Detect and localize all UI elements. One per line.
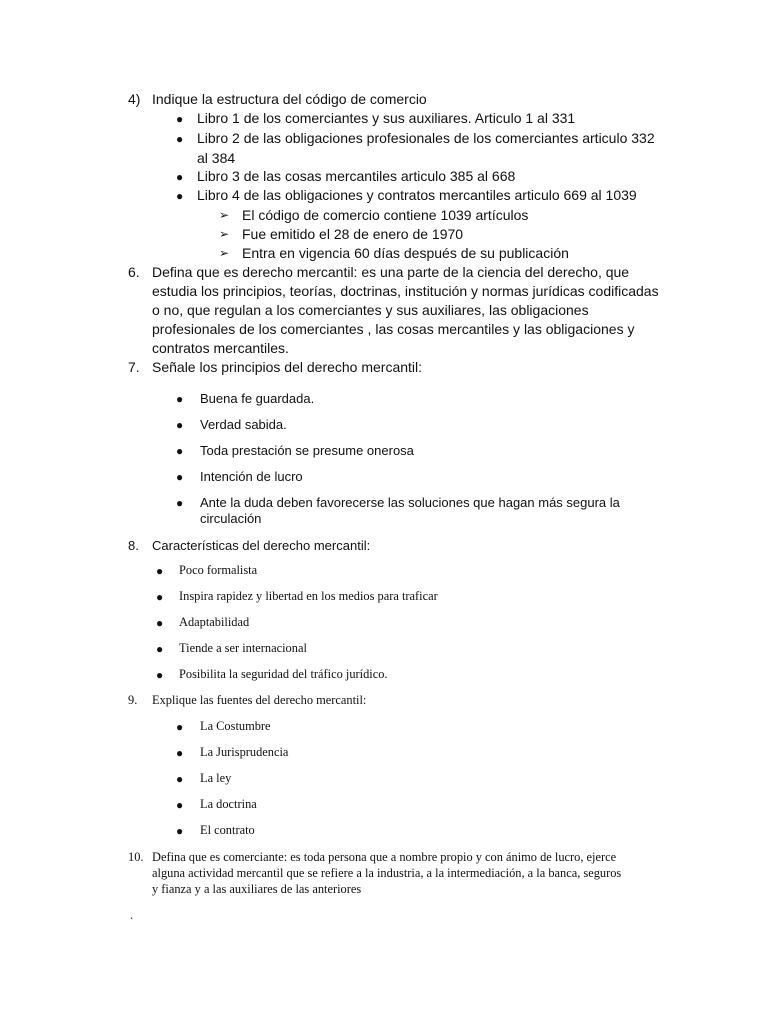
arrow-bullet-icon: ➢ xyxy=(219,246,230,260)
trailing-dot: . xyxy=(130,908,134,922)
q8-title: Características del derecho mercantil: xyxy=(152,538,371,553)
q7-item-3: Toda prestación se presume onerosa xyxy=(200,443,414,458)
bullet-icon: ● xyxy=(176,392,184,406)
bullet-icon: ● xyxy=(176,824,184,838)
q10-line-2: alguna actividad mercantil que se refiere a la industria, a la intermediación, a la banca, seguros xyxy=(152,866,622,880)
q6-line-3: o no, que regulan a los comerciantes y sus auxiliares, las obligaciones xyxy=(152,302,589,318)
q8-item-4: Tiende a ser internacional xyxy=(179,641,307,655)
q9-number: 9. xyxy=(128,693,138,707)
q6-line-4: profesionales de los comerciantes , las cosas mercantiles y las obligaciones y xyxy=(152,321,635,337)
q8-item-1: Poco formalista xyxy=(179,563,258,577)
q9-item-2: La Jurisprudencia xyxy=(200,745,289,759)
q9-item-4: La doctrina xyxy=(200,797,257,811)
q7-item-5-cont: circulación xyxy=(200,511,262,526)
q4-item-4: Libro 4 de las obligaciones y contratos mercantiles articulo 669 al 1039 xyxy=(197,187,637,203)
q8-item-3: Adaptabilidad xyxy=(179,615,250,629)
arrow-bullet-icon: ➢ xyxy=(219,208,230,222)
bullet-icon: ● xyxy=(176,470,184,484)
q10-line-1: Defina que es comerciante: es toda persona que a nombre propio y con ánimo de lucro, ejerce xyxy=(152,850,617,864)
q7-item-4: Intención de lucro xyxy=(200,469,303,484)
bullet-icon: ● xyxy=(156,616,164,630)
q8-item-2: Inspira rapidez y libertad en los medios para traficar xyxy=(179,589,438,603)
q7-item-5: Ante la duda deben favorecerse las soluciones que hagan más segura la xyxy=(200,495,620,510)
bullet-icon: ● xyxy=(176,746,184,760)
q6-line-1: Defina que es derecho mercantil: es una parte de la ciencia del derecho, que xyxy=(152,264,630,280)
q4-item-3: Libro 3 de las cosas mercantiles articulo 385 al 668 xyxy=(197,168,516,184)
q4-title: Indique la estructura del código de comercio xyxy=(152,91,427,107)
q4-subitem-2: Fue emitido el 28 de enero de 1970 xyxy=(242,226,464,242)
bullet-icon: ● xyxy=(176,496,184,510)
bullet-icon: ● xyxy=(176,112,184,126)
q8-number: 8. xyxy=(128,538,139,553)
bullet-icon: ● xyxy=(156,590,164,604)
bullet-icon: ● xyxy=(176,418,184,432)
bullet-icon: ● xyxy=(176,444,184,458)
q4-subitem-3: Entra en vigencia 60 días después de su publicación xyxy=(242,245,569,261)
bullet-icon: ● xyxy=(156,564,164,578)
bullet-icon: ● xyxy=(176,798,184,812)
q9-item-3: La ley xyxy=(200,771,232,785)
arrow-bullet-icon: ➢ xyxy=(219,227,230,241)
bullet-icon: ● xyxy=(176,189,184,203)
q9-item-5: El contrato xyxy=(200,823,255,837)
bullet-icon: ● xyxy=(176,772,184,786)
bullet-icon: ● xyxy=(176,170,184,184)
q6-line-2: estudia los principios, teorías, doctrinas, institución y normas jurídicas codificadas xyxy=(152,283,659,299)
q7-title: Señale los principios del derecho mercantil: xyxy=(152,359,423,375)
q7-item-2: Verdad sabida. xyxy=(200,417,287,432)
q4-subitem-1: El código de comercio contiene 1039 artículos xyxy=(242,207,529,223)
q9-title: Explique las fuentes del derecho mercantil: xyxy=(152,693,367,707)
q10-number: 10. xyxy=(128,850,144,864)
bullet-icon: ● xyxy=(156,642,164,656)
q7-item-1: Buena fe guardada. xyxy=(200,391,315,406)
q4-number: 4) xyxy=(128,91,141,107)
q4-item-2: Libro 2 de las obligaciones profesionales de los comerciantes articulo 332 xyxy=(197,130,655,146)
bullet-icon: ● xyxy=(176,132,184,146)
q6-line-5: contratos mercantiles. xyxy=(152,340,289,356)
q10-line-3: y fianza y a las auxiliares de las anteriores xyxy=(152,882,362,896)
q4-item-1: Libro 1 de los comerciantes y sus auxiliares. Articulo 1 al 331 xyxy=(197,110,576,126)
q8-item-5: Posibilita la seguridad del tráfico jurídico. xyxy=(179,667,388,681)
bullet-icon: ● xyxy=(156,668,164,682)
q9-item-1: La Costumbre xyxy=(200,719,271,733)
q7-number: 7. xyxy=(128,359,140,375)
q6-number: 6. xyxy=(128,264,140,280)
q4-item-2-cont: al 384 xyxy=(197,150,236,166)
bullet-icon: ● xyxy=(176,720,184,734)
